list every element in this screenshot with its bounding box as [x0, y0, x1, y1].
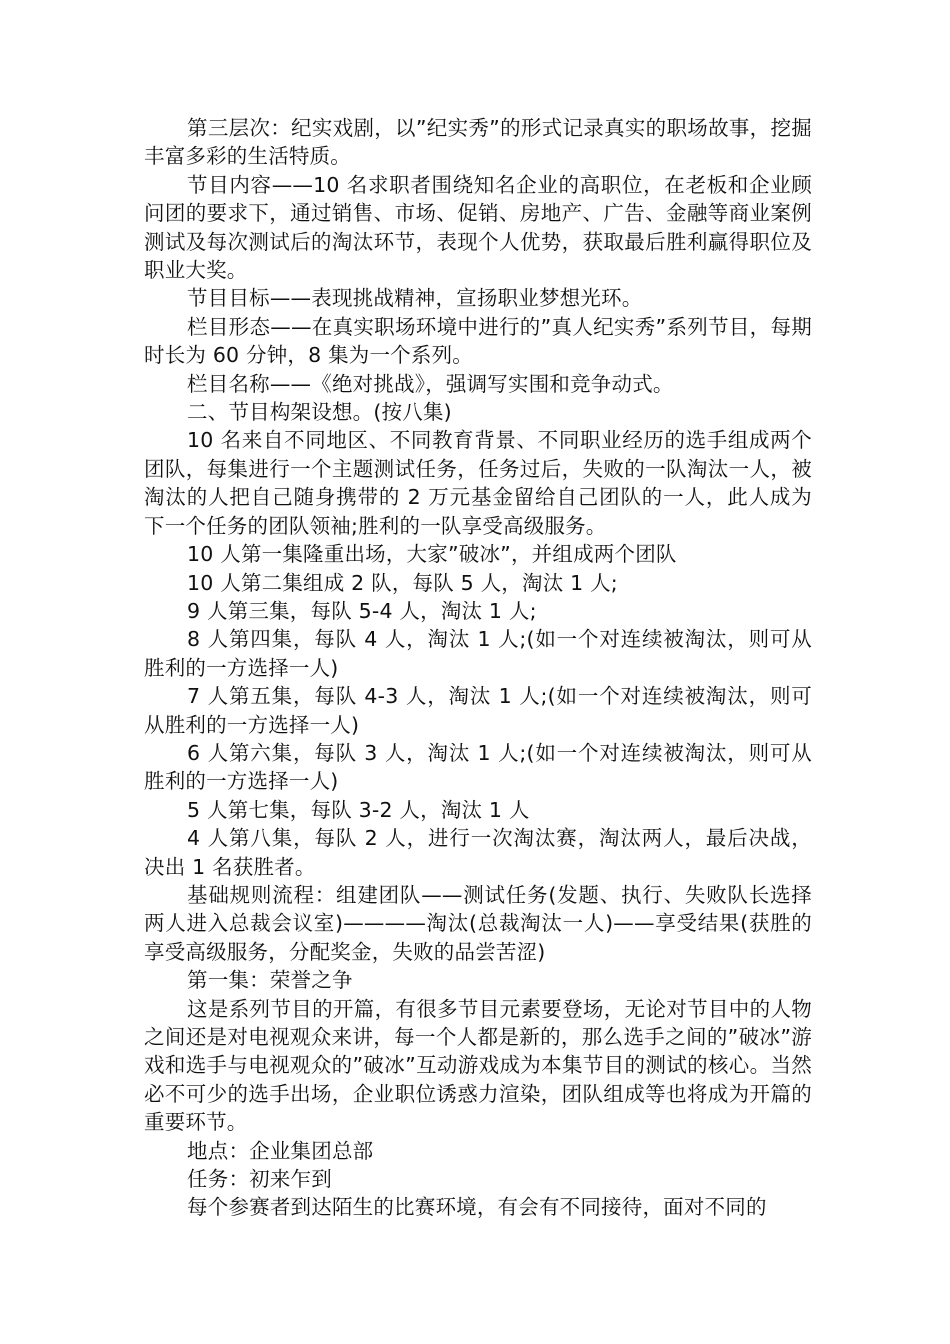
episode-line-6: 6 人第六集，每队 3 人，淘汰 1 人;(如一个对连续被淘汰，则可从胜利的一方选择一人): [144, 740, 812, 794]
paragraph-program-name: 栏目名称——《绝对挑战》，强调写实围和竞争动式。: [187, 371, 674, 396]
paragraph-task: 任务：初来乍到: [187, 1167, 332, 1192]
paragraph-level-three: 第三层次：纪实戏剧，以”纪实秀”的形式记录真实的职场故事，挖掘丰富多彩的生活特质。: [144, 116, 812, 169]
paragraph-rules-flow: 基础规则流程：组建团队——测试任务(发题、执行、失败队长选择两人进入总裁会议室)————淘汰(总裁淘汰一人)——享受结果(获胜的享受高级服务，分配奖金，失败的品尝苦涩): [144, 882, 812, 964]
episode-line-7: 5 人第七集，每队 3-2 人，淘汰 1 人: [187, 797, 530, 822]
episode-line-3: 9 人第三集，每队 5-4 人，淘汰 1 人;: [187, 598, 537, 623]
paragraph-arrival: 每个参赛者到达陌生的比赛环境，有会有不同接待，面对不同的: [187, 1195, 767, 1220]
paragraph-location: 地点：企业集团总部: [187, 1138, 374, 1163]
paragraph-team-setup: 10 名来自不同地区、不同教育背景、不同职业经历的选手组成两个团队，每集进行一个主题测试任务，任务过后，失败的一队淘汰一人，被淘汰的人把自己随身携带的 2 万元基金留给自己团队的一人，此人成为下一个任务的团队领袖;胜利的一队享受高级服务。: [144, 428, 812, 538]
episode-line-2: 10 人第二集组成 2 队，每队 5 人，淘汰 1 人;: [187, 570, 618, 595]
episode-one-heading: 第一集：荣誉之争: [187, 968, 353, 993]
episode-line-4: 8 人第四集，每队 4 人，淘汰 1 人;(如一个对连续被淘汰，则可从胜利的一方选择一人): [144, 627, 812, 680]
paragraph-episode-one-intro: 这是系列节目的开篇，有很多节目元素要登场，无论对节目中的人物之间还是对电视观众来讲，每一个人都是新的，那么选手之间的”破冰”游戏和选手与电视观众的”破冰”互动游戏成为本集节目的测试的核心。当然必不可少的选手出场，企业职位诱惑力渲染，团队组成等也将成为开篇的重要环节。: [144, 996, 812, 1135]
episode-line-1: 10 人第一集隆重出场，大家”破冰”，并组成两个团队: [187, 542, 677, 567]
episode-line-5: 7 人第五集，每队 4-3 人，淘汰 1 人;(如一个对连续被淘汰，则可从胜利的一方选择一人): [144, 684, 812, 737]
section-heading-structure: 二、节目构架设想。(按八集): [187, 400, 452, 425]
paragraph-program-goal: 节目目标——表现挑战精神，宣扬职业梦想光环。: [187, 286, 643, 311]
document-body: [144, 114, 812, 1222]
paragraph-program-form: 栏目形态——在真实职场环境中进行的”真人纪实秀”系列节目，每期时长为 60 分钟，8 集为一个系列。: [144, 314, 812, 368]
paragraph-program-content: 节目内容——10 名求职者围绕知名企业的高职位，在老板和企业顾问团的要求下，通过销售、市场、促销、房地产、广告、金融等商业案例测试及每次测试后的淘汰环节，表现个人优势，获取最后胜利赢得职位及职业大奖。: [144, 172, 812, 283]
episode-line-8: 4 人第八集，每队 2 人，进行一次淘汰赛，淘汰两人，最后决战，决出 1 名获胜者。: [144, 826, 812, 879]
